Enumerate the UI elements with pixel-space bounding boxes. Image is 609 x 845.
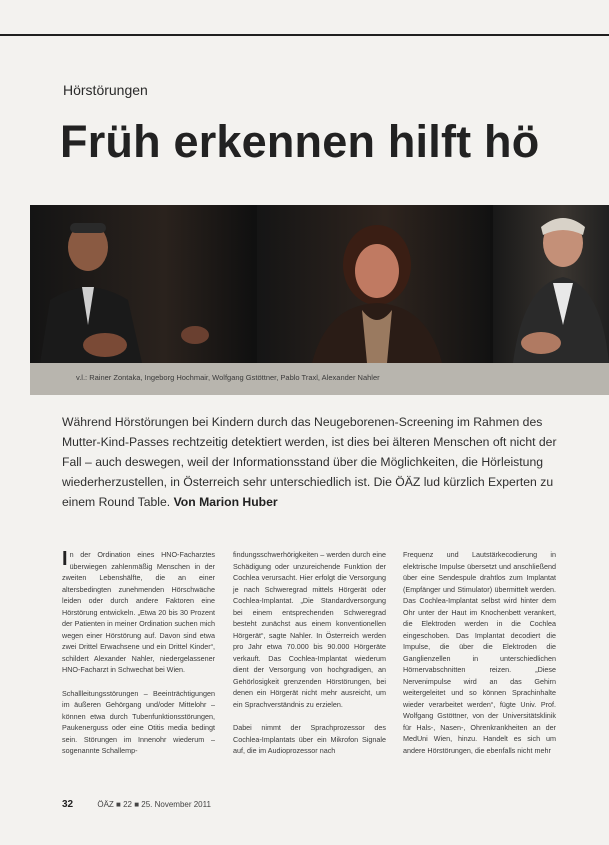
page-number: 32: [62, 799, 74, 810]
paragraph: [62, 549, 215, 676]
drop-cap: I: [62, 548, 68, 570]
issue-info: ÖÄZ ■ 22 ■ 25. November 2011: [97, 800, 211, 809]
page-footer: [62, 799, 211, 810]
section-rubric: Hörstörungen: [63, 82, 148, 98]
caption-bar: [30, 363, 609, 395]
photo-panel-2: [257, 205, 490, 363]
text-column-3: [403, 549, 556, 768]
photo-panel-1: [30, 205, 254, 363]
paragraph: Frequenz und Lautstärkecodierung in elektrische Impulse übersetzt und anschließend über eine Sendespule drahtlos zum Implantat (Empfänger und Stimulator) übermittelt werden. Das Cochlea-Implantat selbst wird hinter dem Ohr unter der Haut im Knochenbett verankert, die Elektroden werden in die Cochlea eingeschoben. Das Implantat decodiert die Impulse, die über die Elektroden die Ganglienzellen in unterschiedlichen Hörnervabschnitten reizen. „Diese Nervenimpulse wird an das Gehirn weitergeleitet und so können Sprachinhalte wieder verarbeitet werden“, fügte Univ. Prof. Wolfgang Gstöttner, von der Universitätsklinik für Hals-, Nasen-, Ohrenkrankheiten an der MedUni Wien, hinzu. Handelt es sich um andere Hörstörungen, die ebenfalls nicht mehr: [403, 550, 556, 755]
paragraph: Dabei nimmt der Sprachprozessor des Cochlea-Implantats über ein Mikrofon Signale auf, die im Audioprozessor nach: [233, 723, 386, 755]
paragraph: Schallleitungsstörungen – Beeinträchtigungen im äußeren Gehörgang und/oder Mittelohr – können etwa durch Tubenfunktionsstörungen, Paukenerguss oder eine Otitis media bedingt sein. Störungen im Innenohr wiederum – sogenannte Schallemp-: [62, 688, 215, 755]
photo-strip: [30, 205, 609, 363]
paragraph: findungsschwerhörigkeiten – werden durch eine Schädigung oder unzureichende Funktion der Cochlea verursacht. Hier erfolgt die Versorgung je nach Schweregrad mittels Hörgerät oder Cochlea-Implantat. „Die Standardversorgung bei einem entsprechenden Schweregrad besteht zunächst aus einem konventionellen Hörgerät“, sagte Nahler. In Österreich werden pro Jahr etwa 70.000 bis 90.000 Hörgeräte verkauft. Das Cochlea-Implantat wiederum dient der Versorgung von hochgradigen, an Gehörlosigkeit grenzenden Hörstörungen, bei denen ein Hörgerät nicht mehr ausreicht, um ein Sprachverständnis zu erzielen.: [233, 550, 386, 709]
text-column-2: [233, 549, 386, 769]
portrait-man-2: [493, 205, 609, 363]
byline: Von Marion Huber: [173, 495, 278, 509]
text-column-1: [62, 549, 215, 769]
portrait-man-1: [30, 205, 254, 363]
photo-panel-3: [493, 205, 609, 363]
intro-text: Während Hörstörungen bei Kindern durch das Neugeborenen-Screening im Rahmen des Mutter-Kind-Passes rechtzeitig detektiert werden, ist dies bei älteren Menschen oft nicht der Fall – auch deswegen, weil der Informationsstand über die Möglichkeiten, die Hörleistung wiederherzustellen, in Österreich sehr unterschiedlich ist. Die ÖÄZ lud kürzlich Experten zu einem Round Table.: [62, 415, 557, 509]
article-headline: Früh erkennen hilft hö: [60, 116, 540, 167]
article-intro: [62, 412, 562, 512]
photo-caption: v.l.: Rainer Zontaka, Ingeborg Hochmair, Wolfgang Gstöttner, Pablo Traxl, Alexander Nahler: [76, 373, 380, 382]
top-rule: [0, 34, 609, 36]
portrait-woman: [257, 205, 490, 363]
paragraph-text: n der Ordination eines HNO-Facharztes überwiegen zahlenmäßig Menschen in der zweiten Lebenshälfte, die an einer altersbedingten zunehmenden Hörschwäche leiden oder durch andere Faktoren eine Hörstörung entwickeln. „Etwa 20 bis 30 Prozent der Patienten in meiner Ordination suchen mich wegen einer Hörstörung auf. Davon sind etwa zwei Drittel Erwachsene und ein Drittel Kinder“, schildert Alexander Nahler, niedergelassener HNO-Facharzt in Schwechat bei Wien.: [62, 550, 215, 674]
